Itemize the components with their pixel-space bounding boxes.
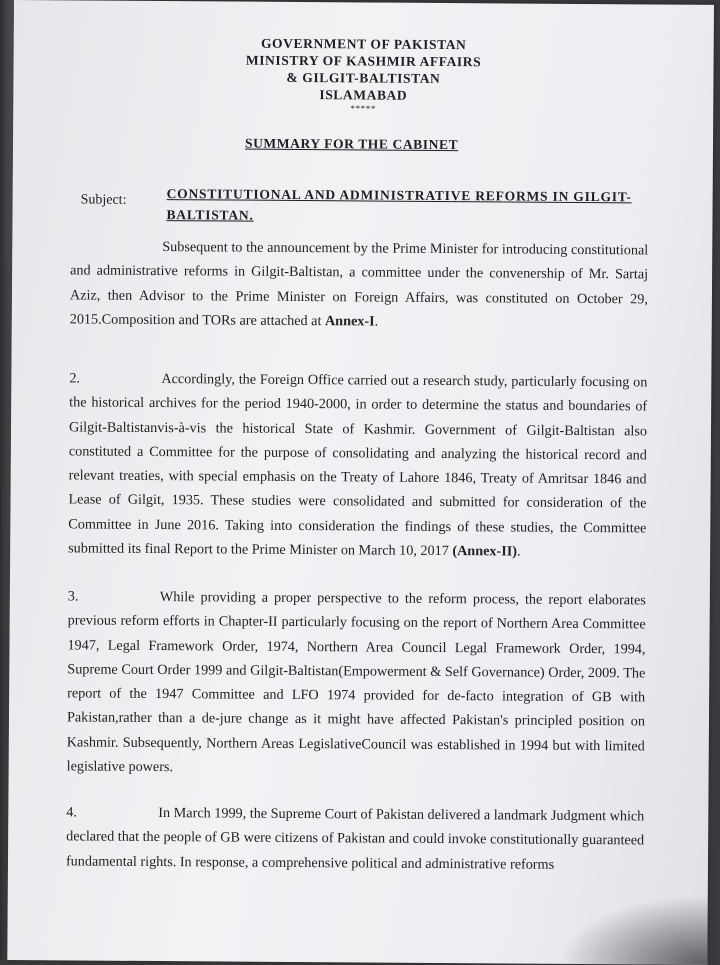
header-islamabad: ISLAMABAD: [319, 87, 408, 103]
header-gilgit-baltistan: & GILGIT-BALTISTAN: [286, 69, 441, 86]
paragraph-4-number: 4.: [66, 804, 78, 821]
paragraph-3: [67, 584, 646, 782]
paragraph-1-end: .: [374, 313, 379, 330]
paragraph-3-text: While providing a proper perspective to the reform process, the report elaborates previous reform efforts in Chapter-II particularly focusing on the report of Northern Area Committee 1947, Legal Framework Order, 1974, Northern Area Council Legal Framework Order, 1994, Supreme Court Order 1999 and Gilgit-Baltistan(Empowerment & Self Governance) Order, 2009. The report of the 1947 Committee and LFO 1974 provided for de-facto integration of GB with Pakistan,rather than a de-jure change as it might have affected Pakistan's principled position on Kashmir. Subsequently, Northern Areas LegislativeCouncil was established in 1994 but with limited legislative powers.: [66, 589, 646, 776]
paragraph-2-text: Accordingly, the Foreign Office carried out a research study, particularly focusing on the historical archives for the period 1940-2000, in order to determine the status and boundaries of Gilgit-Baltistanvis-à-vis the historical State of Kashmir. Government of Gilgit-Baltistan also constituted a Committee for the purpose of consolidating and analyzing the historical record and relevant treaties, with special emphasis on the Treaty of Lahore 1846, Treaty of Amritsar 1846 and Lease of Gilgit, 1935. These studies were consolidated and submitted for consideration of the Committee in June 2016. Taking into consideration the findings of these studies, the Committee submitted its final Report to the Prime Minister on March 10, 2017: [68, 371, 648, 560]
paragraph-1: [70, 234, 649, 335]
paragraph-1-annex: Annex-I: [324, 313, 375, 330]
paragraph-3-number: 3.: [67, 588, 79, 605]
header-stars: *****: [350, 103, 377, 114]
subject-text: CONSTITUTIONAL AND ADMINISTRATIVE REFORMS IN GILGIT-BALTISTAN.: [166, 186, 632, 223]
paragraph-4: [66, 800, 644, 877]
paragraph-4-text: In March 1999, the Supreme Court of Pakistan delivered a landmark Judgment which declared that the people of GB were citizens of Pakistan and could invoke constitutionally guaranteed fundamental rights. In response, a comprehensive political and administrative reforms: [65, 805, 645, 873]
header-government: GOVERNMENT OF PAKISTAN: [260, 35, 467, 53]
document-page: [7, 0, 714, 965]
summary-title: SUMMARY FOR THE CABINET: [244, 135, 459, 153]
paragraph-2-number: 2.: [69, 370, 81, 387]
subject-label: Subject:: [80, 192, 127, 208]
paragraph-1-text: Subsequent to the announcement by the Prime Minister for introducing constitutional and administrative reforms in Gilgit-Baltistan, a committee under the convenership of Mr. Sartaj Aziz, then Advisor to the Prime Minister on Foreign Affairs, was constituted on October 29, 2015.Composition and TORs are attached at: [69, 239, 649, 330]
paragraph-2-end: .: [516, 543, 521, 560]
paragraph-indent: [70, 250, 162, 251]
photo-shadow-corner: [557, 894, 707, 965]
header-ministry: MINISTRY OF KASHMIR AFFAIRS: [245, 52, 482, 70]
paragraph-2-annex: (Annex-II): [452, 543, 518, 560]
paragraph-2: [68, 366, 647, 564]
